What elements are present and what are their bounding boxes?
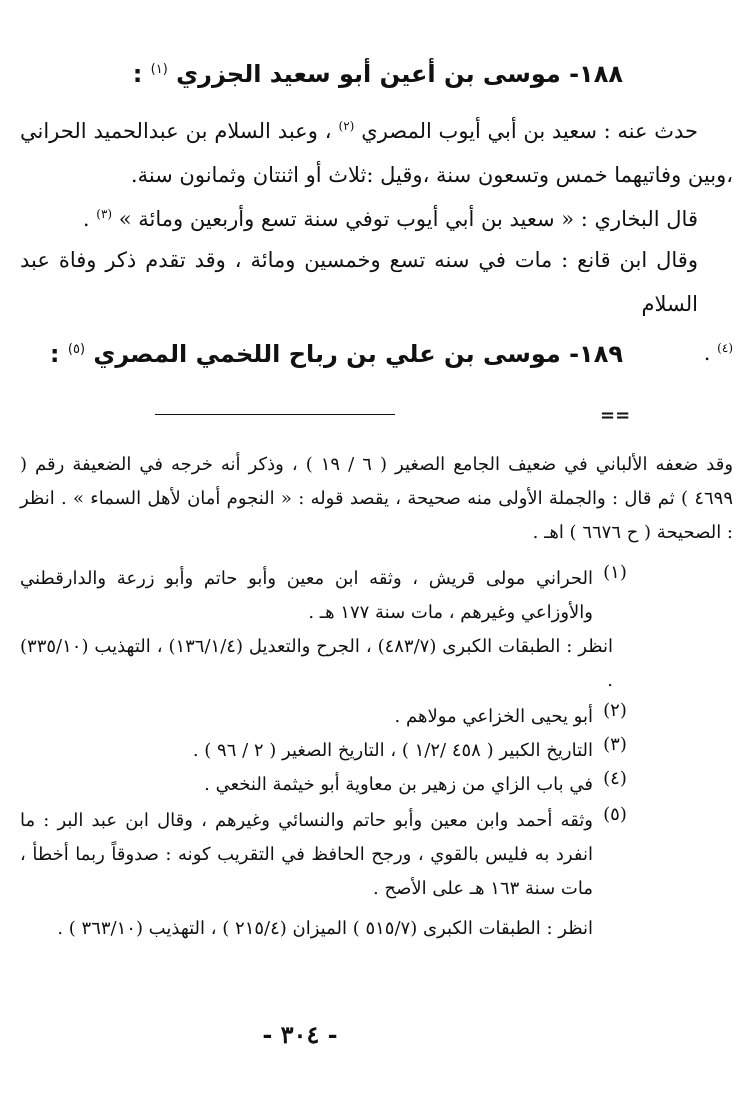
page-number: - ٣٠٤ - — [262, 1020, 338, 1049]
continuation-mark: == — [600, 405, 631, 426]
paragraph-narrators — [20, 104, 733, 197]
footnote-ref-4: (٤) — [717, 341, 733, 355]
footnote-3-text: التاريخ الكبير ( ٤٥٨ /١/٢ ) ، التاريخ الصغير ( ٢ / ٩٦ ) . — [192, 740, 593, 761]
paragraph-bukhari — [20, 192, 733, 241]
footnote-2-text: أبو يحيى الخزاعي مولاهم . — [394, 706, 593, 727]
paragraph-ibn-qani-end: . — [703, 341, 711, 365]
entry-189-footnote-ref: (٥) — [67, 342, 86, 357]
paragraph-narrators-start: حدث عنه : سعيد بن أبي أيوب المصري — [361, 119, 698, 143]
footnote-number-2: (٢) — [603, 700, 627, 721]
entry-189-colon: : — [49, 340, 60, 368]
paragraph-bukhari-end: . — [82, 207, 90, 231]
footnote-1-text: الحراني مولى قريش ، وثقه ابن معين وأبو حاتم وأبو زرعة والدارقطني والأوزاعي وغيرهم ، مات سنة ١٧٧ هـ . — [20, 568, 593, 623]
footnote-continued: وقد ضعفه الألباني في ضعيف الجامع الصغير ( ٦ / ١٩ ) ، وذكر أنه خرجه في الضعيفة رقم ( ٤٦٩٩ ) ثم قال : والجملة الأولى منه صحيحة ، يقصد قوله : « النجوم أمان لأهل السماء » . انظر : الصحيحة ( ح ٦٦٧٦ ) اهـ . — [20, 454, 734, 543]
footnote-4-text: في باب الزاي من زهير بن معاوية أبو خيثمة النخعي . — [204, 774, 593, 795]
footnote-ref-3: (٣) — [96, 207, 113, 221]
footnote-number-4: (٤) — [603, 768, 627, 789]
footnote-divider — [155, 414, 395, 415]
entry-188-colon: : — [132, 60, 143, 88]
footnote-5-reference: انظر : الطبقات الكبرى (٥١٥/٧ ) الميزان (٢١٥/٤ ) ، التهذيب (٣٦٣/١٠ ) . — [57, 918, 593, 939]
footnote-number-5: (٥) — [603, 804, 627, 825]
entry-189-title: ١٨٩- موسى بن علي بن رباح اللخمي المصري — [93, 340, 623, 368]
paragraph-bukhari-text: قال البخاري : « سعيد بن أبي أيوب توفي سنة تسع وأربعين ومائة » — [118, 207, 698, 231]
entry-188-footnote-ref: (١) — [150, 62, 168, 77]
entry-188-heading — [133, 60, 623, 88]
paragraph-ibn-qani-text: وقال ابن قانع : مات في سنه تسع وخمسين ومائة ، وقد تقدم ذكر وفاة عبد السلام — [20, 248, 698, 316]
footnote-number-3: (٣) — [603, 734, 627, 755]
entry-189-heading — [50, 340, 623, 368]
footnote-1-reference: انظر : الطبقات الكبرى (٤٨٣/٧) ، الجرح والتعديل (١٣٦/١/٤) ، التهذيب (٣٣٥/١٠) . — [20, 636, 613, 691]
footnote-ref-2: (٢) — [338, 119, 355, 133]
footnote-5-text: وثقه أحمد وابن معين وأبو حاتم والنسائي وغيرهم ، وقال ابن عبد البر : ما انفرد به فليس بالقوي ، ورجح الحافظ في التقريب كونه : صدوقاً ربما أخطأ ، مات سنة ١٦٣ هـ على الأصح . — [20, 810, 594, 899]
footnote-number-1: (١) — [603, 562, 627, 583]
entry-188-title: ١٨٨- موسى بن أعين أبو سعيد الجزري — [176, 60, 623, 88]
paragraph-narrators-rest: ، وعبد السلام بن عبدالحميد الحراني ،وبين وفاتيهما خمس وتسعون سنة ،وقيل :ثلاث أو اثنتان وثمانون سنة. — [20, 119, 733, 187]
